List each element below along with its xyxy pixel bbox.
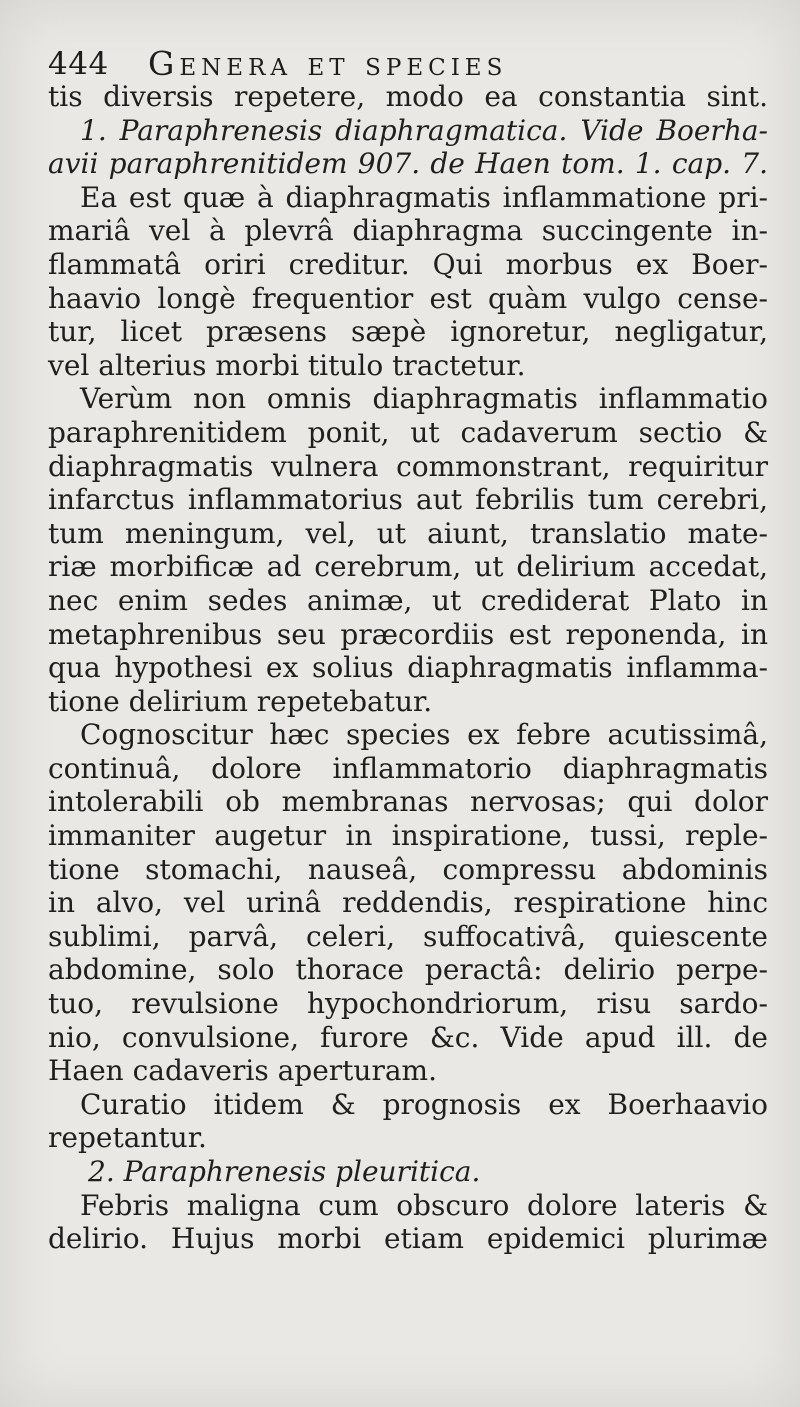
running-head: Genera et species — [148, 44, 508, 83]
text-line: Haen cadaveris aperturam. — [48, 1054, 437, 1088]
text-line: tis diversis repetere, modo ea constantia sint. — [48, 80, 768, 113]
text-line: tuo, revulsione hypochondriorum, risu sardo- — [48, 987, 768, 1021]
text-line: intolerabili ob membranas nervosas; qui dolor — [48, 785, 768, 819]
text-line: tum meningum, vel, ut aiunt, translatio mate- — [48, 516, 768, 550]
text-line: tione stomachi, nauseâ, compressu abdominis — [48, 852, 768, 886]
text-line: flammatâ oriri creditur. Qui morbus ex Boer- — [48, 247, 768, 281]
page-number: 444 — [48, 46, 109, 82]
text-line: qua hypothesi ex solius diaphragmatis inflamma- — [48, 651, 768, 685]
text-line: infarctus inflammatorius aut febrilis tum cerebri, — [48, 483, 768, 517]
text-line: sublimi, parvâ, celeri, suffocativâ, quiescente — [48, 919, 768, 953]
section-heading: 1. Paraphrenesis diaphragmatica. Vide Boerha- — [80, 113, 768, 147]
text-line: tur, licet præsens sæpè ignoretur, negligatur, — [48, 315, 768, 349]
text-line: nec enim sedes animæ, ut crediderat Plato in — [48, 583, 768, 617]
text-line: delirio. Hujus morbi etiam epidemici plurimæ — [48, 1222, 768, 1256]
text-line: haavio longè frequentior est quàm vulgo cense- — [48, 281, 768, 315]
section-heading: 2. Paraphrenesis pleuritica. — [88, 1155, 481, 1188]
text-line: riæ morbificæ ad cerebrum, ut delirium accedat, — [48, 550, 768, 584]
text-line: Ea est quæ à diaphragmatis inflammatione pri- — [80, 180, 768, 214]
text-line: nio, convulsione, furore &c. Vide apud ill. de — [48, 1020, 768, 1054]
text-line: Febris maligna cum obscuro dolore lateris & — [80, 1188, 768, 1222]
text-line: Cognoscitur hæc species ex febre acutissimâ, — [80, 718, 768, 752]
text-line: tione delirium repetebatur. — [48, 684, 433, 718]
text-line: vel alterius morbi titulo tractetur. — [48, 348, 526, 382]
text-line: continuâ, dolore inflammatorio diaphragmatis — [48, 751, 768, 785]
text-line: Curatio itidem & prognosis ex Boerhaavio — [80, 1087, 768, 1121]
text-line: paraphrenitidem ponit, ut cadaverum sectio & — [48, 415, 768, 449]
text-line: abdomine, solo thorace peractâ: delirio perpe- — [48, 953, 768, 987]
text-line: immaniter augetur in inspiratione, tussi, reple- — [48, 819, 768, 853]
text-line: Verùm non omnis diaphragmatis inflammatio — [80, 382, 768, 416]
text-line: repetantur. — [48, 1121, 207, 1155]
text-line: diaphragmatis vulnera commonstrant, requiritur — [48, 449, 768, 483]
page-header — [48, 38, 768, 84]
text-line: in alvo, vel urinâ reddendis, respiratione hinc — [48, 886, 768, 920]
page-body — [48, 80, 768, 1256]
text-line: mariâ vel à plevrâ diaphragma succingente in- — [48, 214, 768, 248]
text-line: metaphrenibus seu præcordiis est reponenda, in — [48, 617, 768, 651]
reference-line: avii paraphrenitidem 907. de Haen tom. 1. cap. 7. — [48, 147, 768, 181]
